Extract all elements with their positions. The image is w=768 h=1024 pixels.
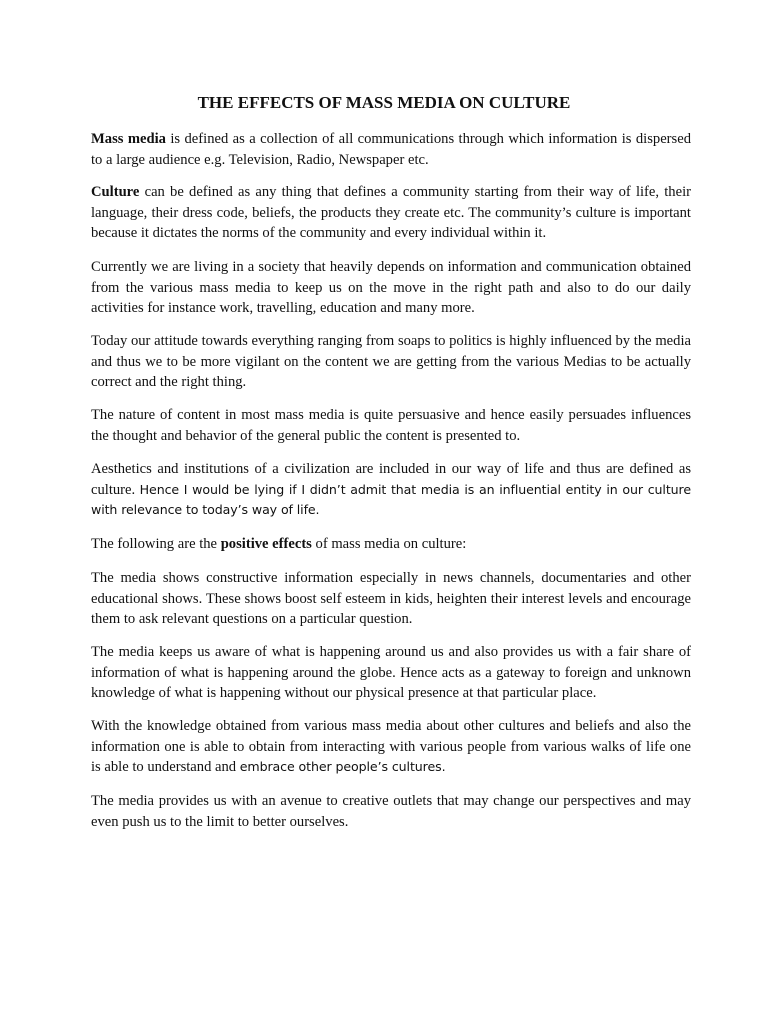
paragraph-awareness: The media keeps us aware of what is happening around us and also provides us with a fair share of information of what is happening around the globe. Hence acts as a gateway to foreign and unknown knowledge of what is happening without our physical presence at that particular place. (91, 644, 691, 702)
paragraph-aesthetics (91, 459, 691, 521)
paragraph-text-alt-font: Hence I would be lying if I didn’t admit that media is an influential entity in our culture with relevance to today’s way of life. (91, 481, 691, 518)
paragraph-text: The following are the (91, 536, 221, 552)
paragraph-mass-media-definition (91, 129, 691, 170)
paragraph-culture-definition (91, 182, 691, 244)
paragraph-text: can be defined as any thing that defines a community starting from their way of life, their language, their dress code, beliefs, the products they create etc. The community’s culture is important because it dictates the norms of the community and every individual within it. (91, 184, 691, 242)
term-positive-effects: positive effects (220, 536, 312, 552)
paragraph-attitude: Today our attitude towards everything ranging from soaps to politics is highly influenced by the media and thus we to be more vigilant on the content we are getting from the various Medias to be actually correct and the right thing. (91, 333, 691, 391)
term-mass-media: Mass media (91, 131, 166, 147)
paragraph-persuasive-content: The nature of content in most mass media is quite persuasive and hence easily persuades influences the thought and behavior of the general public the content is presented to. (91, 407, 691, 444)
paragraph-text: of mass media on culture: (311, 536, 467, 552)
paragraph-creative-outlets: The media provides us with an avenue to creative outlets that may change our perspectives and may even push us to the limit to better ourselves. (91, 793, 691, 830)
paragraph-constructive-information: The media shows constructive information especially in news channels, documentaries and other educational shows. These shows boost self esteem in kids, heighten their interest levels and encourage them to ask relevant questions on a particular question. (91, 570, 691, 628)
paragraph-society-dependence: Currently we are living in a society that heavily depends on information and communication obtained from the various mass media to keep us on the move in the right path and also to do our daily activities for instance work, travelling, education and many more. (91, 259, 691, 317)
paragraph-positive-effects-intro (91, 534, 691, 555)
term-culture: Culture (91, 184, 140, 200)
paragraph-text: is defined as a collection of all communications through which information is dispersed to a large audience e.g. Television, Radio, Newspaper etc. (91, 131, 691, 168)
paragraph-text-alt-font: embrace other people’s cultures. (239, 759, 446, 775)
document-title: THE EFFECTS OF MASS MEDIA ON CULTURE (197, 93, 571, 112)
paragraph-other-cultures (91, 716, 691, 778)
paragraph-text: Aesthetics and institutions of a civilization are included in our way of life and thus are defined as culture. (91, 461, 691, 498)
paragraph-text: With the knowledge obtained from various mass media about other cultures and beliefs and also the information one is able to obtain from interacting with various people from various walks of life one is able to understand and (91, 718, 691, 776)
